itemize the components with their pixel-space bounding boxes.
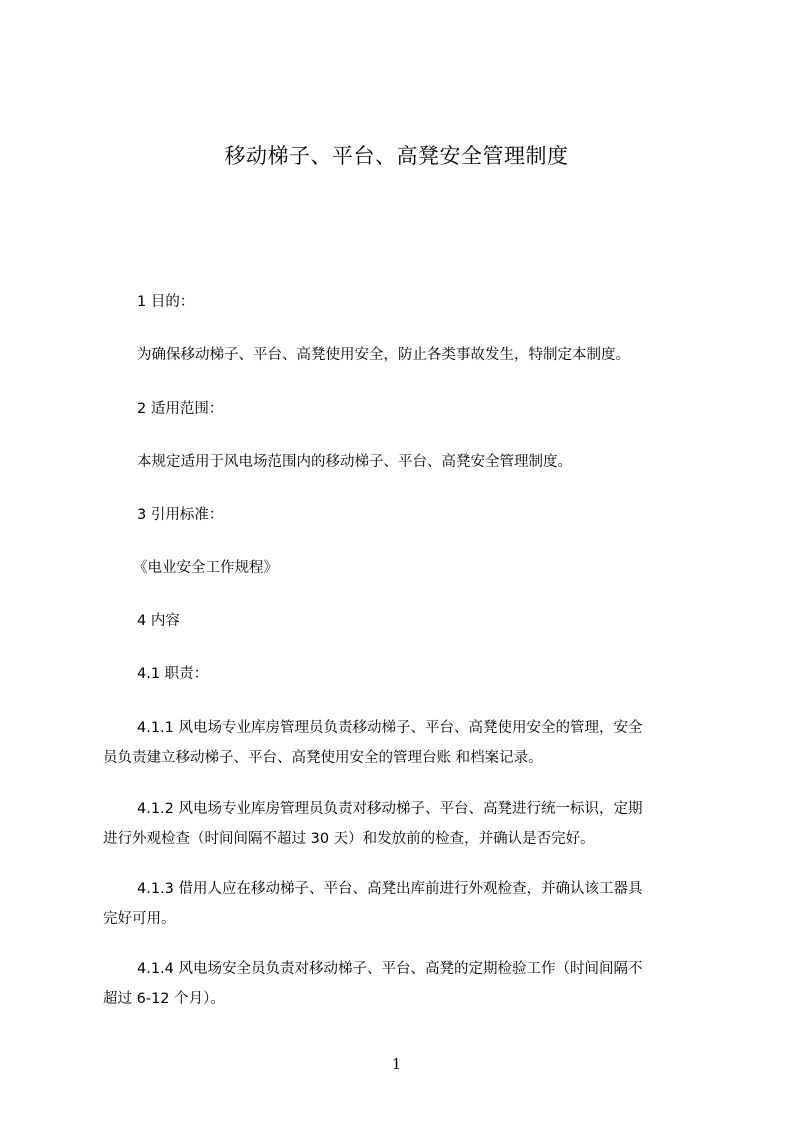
item-4-1-3-line2: 完好可用。	[103, 911, 176, 927]
reference-text: 《电业安全工作规程》	[133, 560, 278, 576]
item-4-1-1-line1: 4.1.1 风电场专业库房管理员负责移动梯子、平台、高凳使用安全的管理，安全	[137, 720, 643, 736]
content-heading: 4 内容	[137, 613, 180, 629]
scope-heading: 2 适用范围：	[137, 401, 224, 417]
item-4-1-3-line1: 4.1.3 借用人应在移动梯子、平台、高凳出库前进行外观检查，并确认该工器具	[137, 881, 643, 897]
purpose-text: 为确保移动梯子、平台、高凳使用安全，防止各类事故发生，特制定本制度。	[137, 347, 630, 363]
item-4-1-3	[103, 874, 703, 934]
item-4-1-1-line2: 员负责建立移动梯子、平台、高凳使用安全的管理台账 和档案记录。	[103, 750, 543, 766]
purpose-heading: 1 目的：	[137, 294, 195, 310]
item-4-1-2-line1: 4.1.2 风电场专业库房管理员负责对移动梯子、平台、高凳进行统一标识，定期	[137, 801, 643, 817]
duty-heading: 4.1 职责：	[137, 666, 209, 682]
reference-heading: 3 引用标准：	[137, 507, 224, 523]
item-4-1-4-line2: 超过 6-12 个月）。	[103, 991, 225, 1007]
item-4-1-2-line2: 进行外观检查（时间间隔不超过 30 天）和发放前的检查，并确认是否完好。	[103, 831, 595, 847]
item-4-1-1	[103, 713, 703, 773]
item-4-1-4-line1: 4.1.4 风电场安全员负责对移动梯子、平台、高凳的定期检验工作（时间间隔不	[137, 961, 643, 977]
document-title: 移动梯子、平台、高凳安全管理制度	[224, 144, 569, 168]
page-number: 1	[391, 1055, 402, 1073]
item-4-1-2	[103, 794, 703, 854]
item-4-1-4	[103, 954, 703, 1014]
scope-text: 本规定适用于风电场范围内的移动梯子、平台、高凳安全管理制度。	[137, 454, 572, 470]
